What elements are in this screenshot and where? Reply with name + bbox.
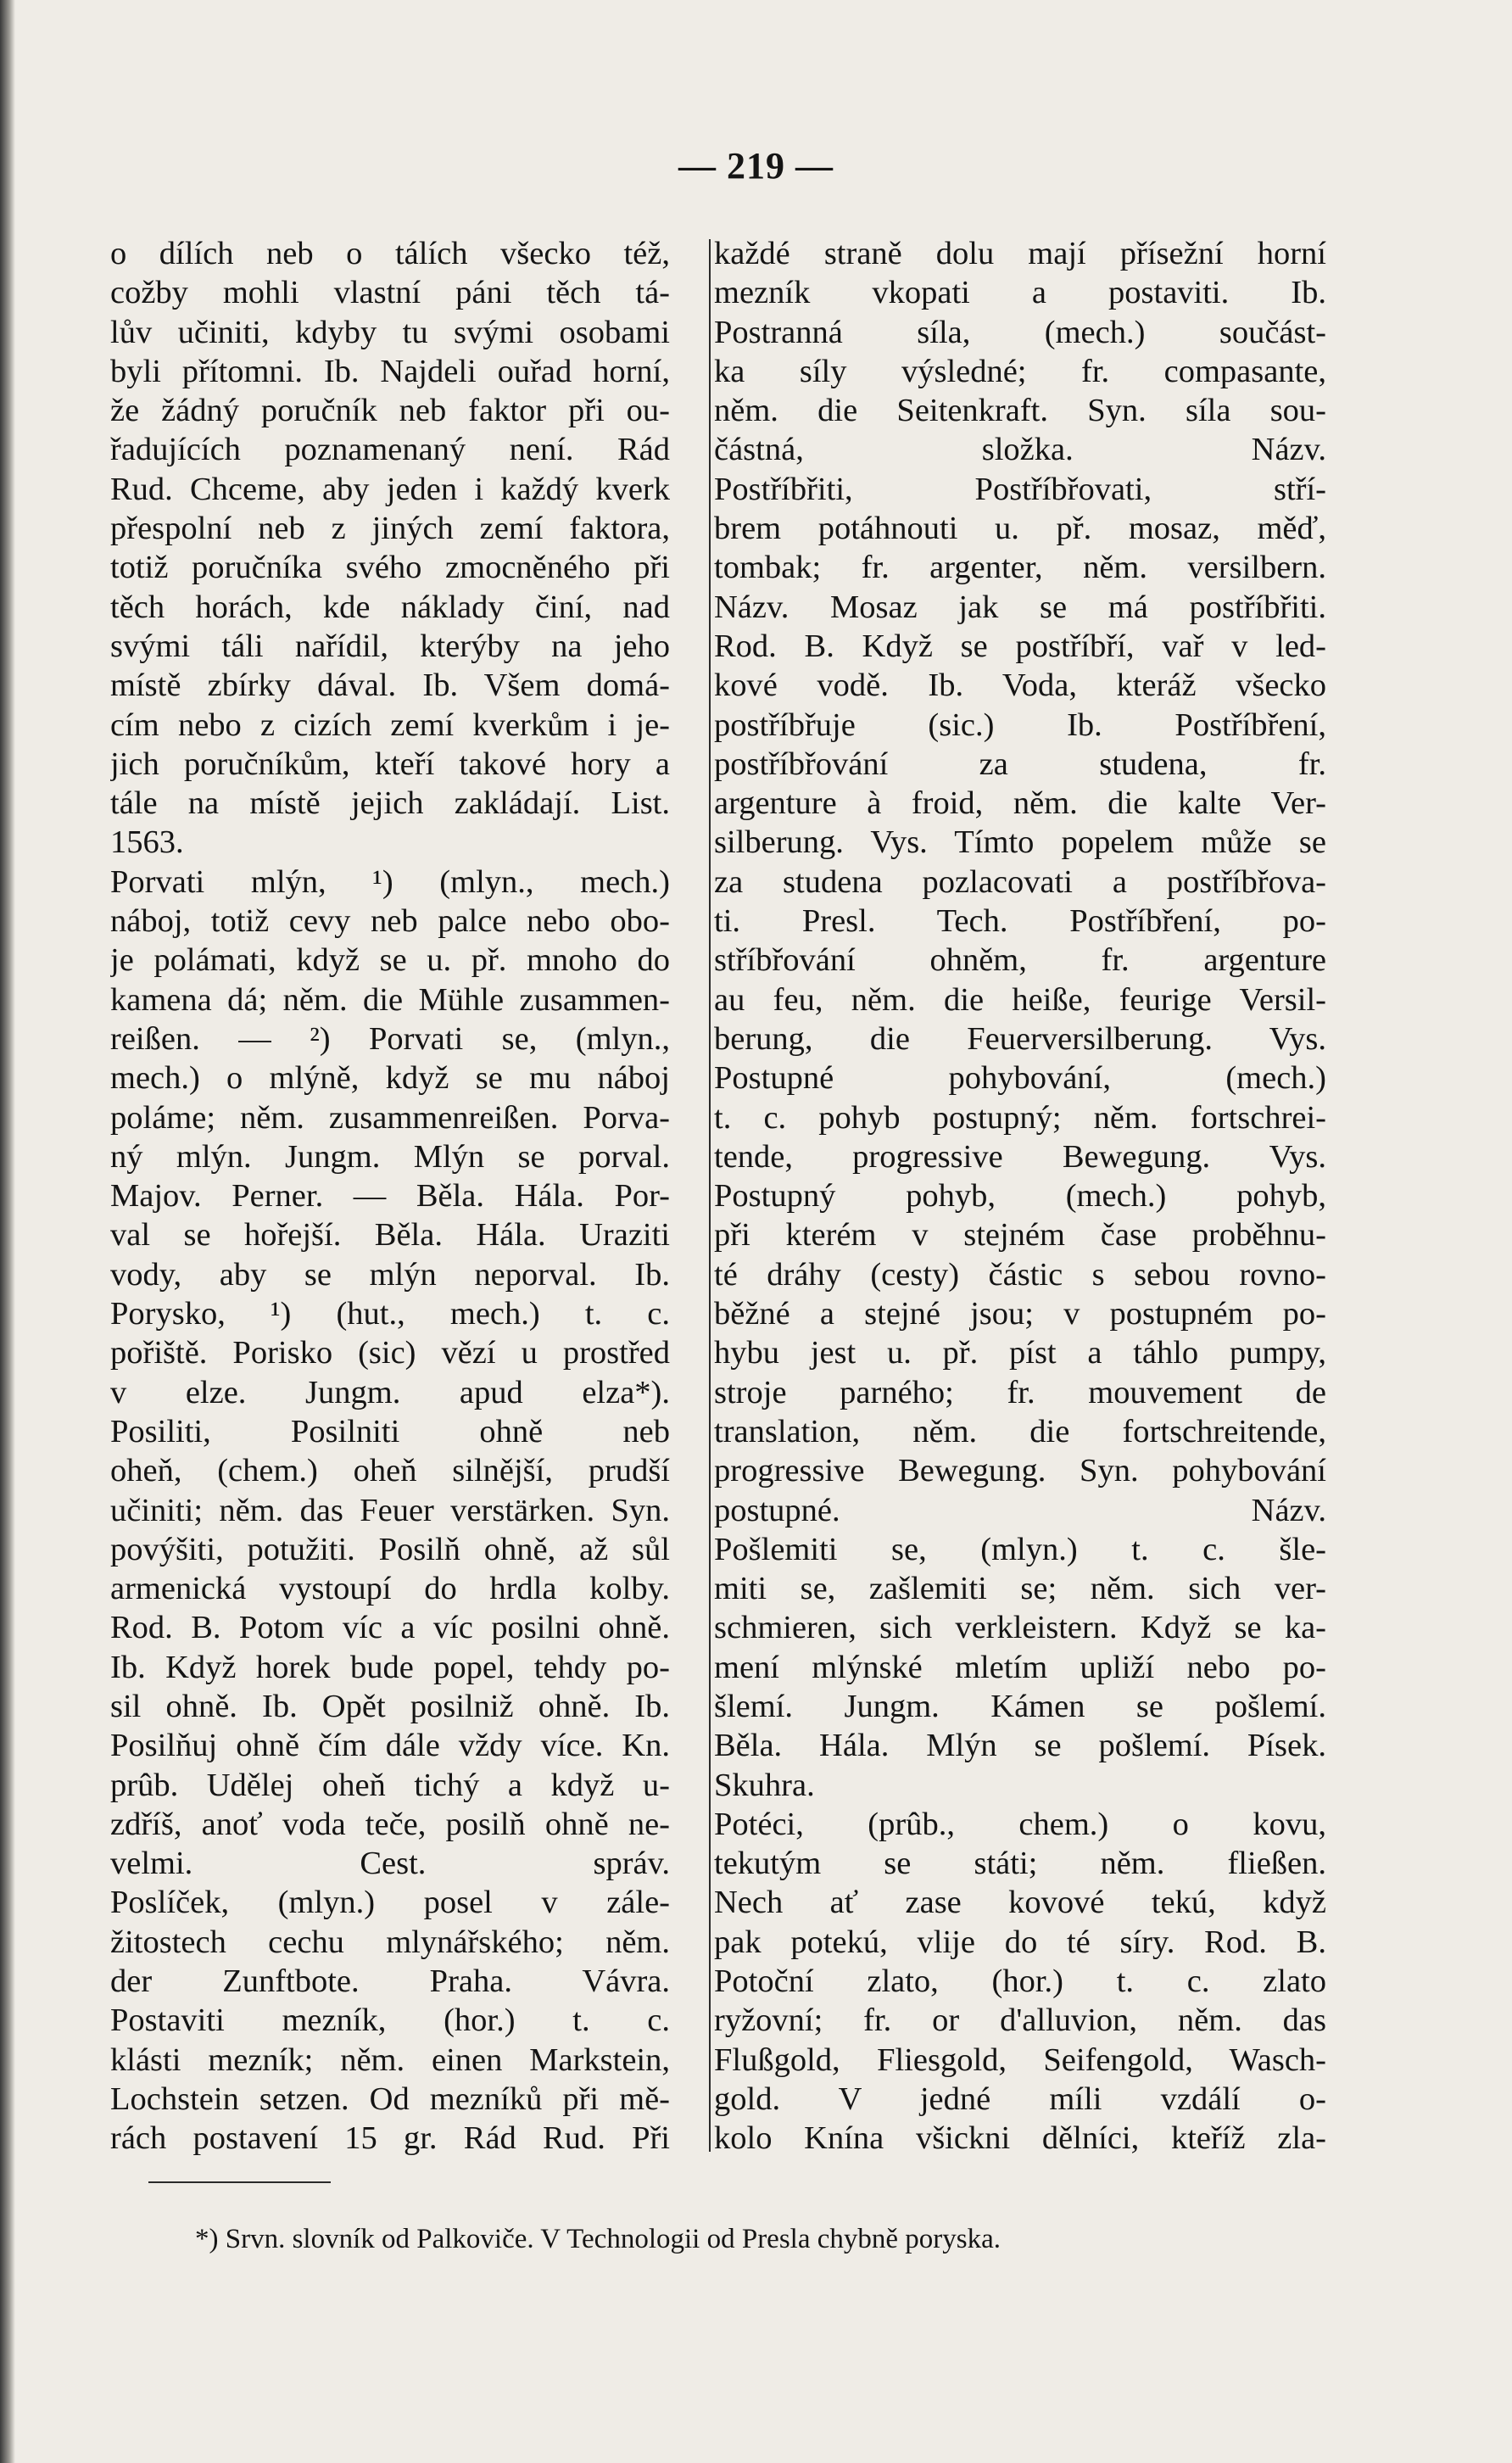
text-line: au feu, něm. die heiße, feurige Versil- <box>714 981 1326 1018</box>
text-line: Pošlemiti se, (mlyn.) t. c. šle- <box>714 1531 1326 1567</box>
text-line: tekutým se státi; něm. fließen. <box>714 1846 1326 1882</box>
text-line: Názv. Mosaz jak se má postříbřiti. <box>714 589 1326 625</box>
text-line: těch horách, kde náklady činí, nad <box>110 589 670 625</box>
text-line: Rod. B. Když se postříbří, vař v led- <box>714 628 1326 664</box>
text-line: zdříš, anoť voda teče, posilň ohně ne- <box>110 1806 670 1842</box>
text-line: je polámati, když se u. př. mnoho do <box>110 942 670 979</box>
text-line: svými táli nařídil, kterýby na jeho <box>110 628 670 664</box>
text-line: progressive Bewegung. Syn. pohybování <box>714 1453 1326 1489</box>
text-line: schmieren, sich verkleistern. Když se ka- <box>714 1610 1326 1646</box>
text-line: Nech ať zase kovové tekú, když <box>714 1885 1326 1921</box>
text-line: ný mlýn. Jungm. Mlýn se porval. <box>110 1138 670 1175</box>
text-line: totiž poručníka svého zmocněného při <box>110 550 670 586</box>
text-line: té dráhy (cesty) částic s sebou rovno- <box>714 1256 1326 1293</box>
text-line: kolo Knína všickni dělníci, kteříž zla- <box>714 2120 1326 2157</box>
text-line: běžné a stejné jsou; v postupném po- <box>714 1296 1326 1332</box>
text-line: Postranná síla, (mech.) součást- <box>714 314 1326 350</box>
text-line: prûb. Udělej oheň tichý a když u- <box>110 1767 670 1803</box>
text-line: gold. V jedné míli vzdálí o- <box>714 2080 1326 2117</box>
text-line: Lochstein setzen. Od mezníků při mě- <box>110 2080 670 2117</box>
page-number: — 219 — <box>678 145 834 187</box>
text-line: Posiliti, Posilniti ohně neb <box>110 1413 670 1449</box>
text-line: šlemí. Jungm. Kámen se pošlemí. <box>714 1688 1326 1724</box>
text-line: mech.) o mlýně, když se mu náboj <box>110 1060 670 1097</box>
text-line: přespolní neb z jiných zemí faktora, <box>110 511 670 547</box>
text-line: byli přítomni. Ib. Najdeli ouřad horní, <box>110 353 670 389</box>
text-line: Porysko, ¹) (hut., mech.) t. c. <box>110 1296 670 1332</box>
text-line: berung, die Feuerversilberung. Vys. <box>714 1020 1326 1057</box>
text-line: ti. Presl. Tech. Postříbření, po- <box>714 903 1326 940</box>
text-line: pořiště. Porisko (sic) vězí u prostřed <box>110 1335 670 1371</box>
page-binding-edge <box>0 0 15 2463</box>
text-line: tombak; fr. argenter, něm. versilbern. <box>714 550 1326 586</box>
text-line: mezník vkopati a postaviti. Ib. <box>714 275 1326 311</box>
text-line: ka síly výsledné; fr. compasante, <box>714 353 1326 389</box>
text-line: t. c. pohyb postupný; něm. fortschrei- <box>714 1099 1326 1136</box>
text-line: stroje parného; fr. mouvement de <box>714 1374 1326 1410</box>
text-line: že žádný poručník neb faktor při ou- <box>110 393 670 429</box>
text-line: Postupný pohyb, (mech.) pohyb, <box>714 1178 1326 1215</box>
text-line: kové vodě. Ib. Voda, kteráž všecko <box>714 667 1326 704</box>
text-line: jich poručníkům, kteří takové hory a <box>110 746 670 782</box>
text-line: povýšiti, potužiti. Posilň ohně, až sůl <box>110 1531 670 1567</box>
text-line: postříbřuje (sic.) Ib. Postříbření, <box>714 707 1326 743</box>
text-line: reißen. — ²) Porvati se, (mlyn., <box>110 1020 670 1057</box>
left-column <box>110 234 670 2159</box>
text-line: postupné. Názv. <box>714 1492 1326 1528</box>
text-line: Potoční zlato, (hor.) t. c. zlato <box>714 1963 1326 2000</box>
text-line: Ib. Když horek bude popel, tehdy po- <box>110 1649 670 1685</box>
text-line: Porvati mlýn, ¹) (mlyn., mech.) <box>110 863 670 900</box>
text-line: o dílích neb o tálích všecko též, <box>110 236 670 271</box>
text-line: rách postavení 15 gr. Rád Rud. Při <box>110 2120 670 2157</box>
text-line: každé straně dolu mají přísežní horní <box>714 236 1326 271</box>
text-line: mení mlýnské mletím upliží nebo po- <box>714 1649 1326 1685</box>
text-line: Rod. B. Potom víc a víc posilni ohně. <box>110 1610 670 1646</box>
text-line: Postupné pohybování, (mech.) <box>714 1060 1326 1097</box>
text-line: tende, progressive Bewegung. Vys. <box>714 1138 1326 1175</box>
text-line: der Zunftbote. Praha. Vávra. <box>110 1963 670 2000</box>
text-line: cím nebo z cizích zemí kverkům i je- <box>110 707 670 743</box>
column-divider <box>709 239 711 2152</box>
text-line: kamena dá; něm. die Mühle zusammen- <box>110 981 670 1018</box>
text-line: Potéci, (prûb., chem.) o kovu, <box>714 1806 1326 1842</box>
text-line: něm. die Seitenkraft. Syn. síla sou- <box>714 393 1326 429</box>
text-line: 1563. <box>110 824 184 861</box>
text-line: klásti mezník; něm. einen Markstein, <box>110 2041 670 2078</box>
text-line: vody, aby se mlýn neporval. Ib. <box>110 1256 670 1293</box>
text-line: velmi. Cest. správ. <box>110 1846 670 1882</box>
text-line: částná, složka. Názv. <box>714 432 1326 468</box>
text-line: lův učiniti, kdyby tu svými osobami <box>110 314 670 350</box>
text-line: Flußgold, Fliesgold, Seifengold, Wasch- <box>714 2041 1326 2078</box>
text-line: Poslíček, (mlyn.) posel v zále- <box>110 1885 670 1921</box>
footnote: *) Srvn. slovník od Palkoviče. V Technologii od Presla chybně poryska. <box>195 2224 1001 2254</box>
text-line: žitostech cechu mlynářského; něm. <box>110 1924 670 1960</box>
text-line: poláme; něm. zusammenreißen. Porva- <box>110 1099 670 1136</box>
text-line: tále na místě jejich zakládají. List. <box>110 785 670 822</box>
text-line: brem potáhnouti u. př. mosaz, měď, <box>714 511 1326 547</box>
text-line: ryžovní; fr. or d'alluvion, něm. das <box>714 2002 1326 2039</box>
text-line: v elze. Jungm. apud elza*). <box>110 1374 670 1410</box>
text-line: hybu jest u. př. píst a táhlo pumpy, <box>714 1335 1326 1371</box>
footnote-rule <box>148 2181 331 2183</box>
text-line: Běla. Hála. Mlýn se pošlemí. Písek. <box>714 1728 1326 1764</box>
text-line: při kterém v stejném čase proběhnu- <box>714 1217 1326 1254</box>
text-line: Postříbřiti, Postříbřovati, stří- <box>714 471 1326 507</box>
text-line: stříbřování ohněm, fr. argenture <box>714 942 1326 979</box>
text-line: náboj, totiž cevy neb palce nebo obo- <box>110 903 670 940</box>
text-line: armenická vystoupí do hrdla kolby. <box>110 1571 670 1607</box>
text-line: pak potekú, vlije do té síry. Rod. B. <box>714 1924 1326 1960</box>
text-line: sil ohně. Ib. Opět posilniž ohně. Ib. <box>110 1688 670 1724</box>
text-line: řadujících poznamenaný není. Rád <box>110 432 670 468</box>
text-line: Majov. Perner. — Běla. Hála. Por- <box>110 1178 670 1215</box>
text-line: učiniti; něm. das Feuer verstärken. Syn. <box>110 1492 670 1528</box>
text-line: za studena pozlacovati a postříbřova- <box>714 863 1326 900</box>
text-line: cožby mohli vlastní páni těch tá- <box>110 275 670 311</box>
text-line: postříbřování za studena, fr. <box>714 746 1326 782</box>
text-line: Rud. Chceme, aby jeden i každý kverk <box>110 471 670 507</box>
text-line: val se hořejší. Běla. Hála. Uraziti <box>110 1217 670 1254</box>
text-line: Skuhra. <box>714 1767 815 1803</box>
text-line: Posilňuj ohně čím dále vždy více. Kn. <box>110 1728 670 1764</box>
text-line: argenture à froid, něm. die kalte Ver- <box>714 785 1326 822</box>
text-line: miti se, zašlemiti se; něm. sich ver- <box>714 1571 1326 1607</box>
text-line: místě zbírky dával. Ib. Všem domá- <box>110 667 670 704</box>
right-column <box>714 234 1326 2159</box>
text-line: oheň, (chem.) oheň silnější, prudší <box>110 1453 670 1489</box>
text-line: silberung. Vys. Tímto popelem může se <box>714 824 1326 861</box>
text-line: translation, něm. die fortschreitende, <box>714 1413 1326 1449</box>
text-line: Postaviti mezník, (hor.) t. c. <box>110 2002 670 2039</box>
